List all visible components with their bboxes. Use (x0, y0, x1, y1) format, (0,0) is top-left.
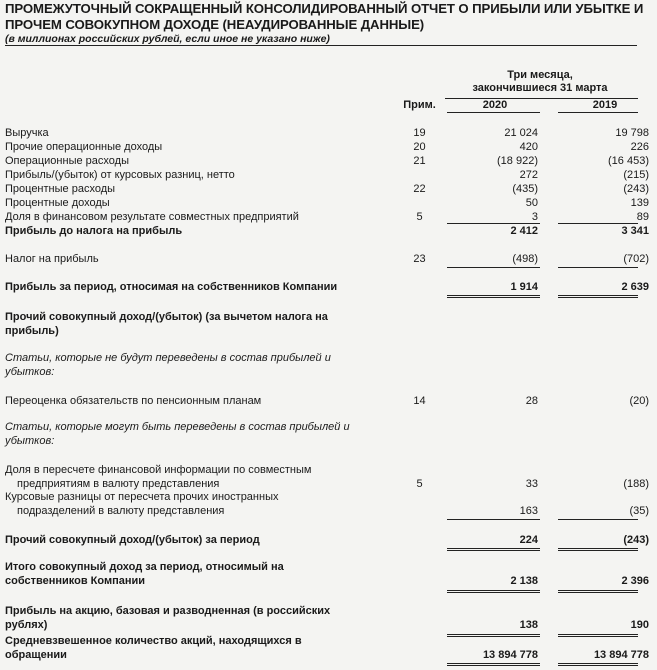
year-2019-header: 2019 (592, 99, 618, 111)
row-value-2020: (498) (512, 253, 538, 265)
row-label: Налог на прибыль (5, 253, 99, 265)
row-label-line1: Статьи, которые могут быть переведены в состав прибылей и (5, 421, 350, 433)
row-value-2019: (243) (623, 183, 649, 195)
subtotal-rule-2019 (558, 223, 638, 224)
row-label-line2: убытков: (5, 365, 55, 378)
row-value-2019: (20) (629, 395, 649, 407)
row-value-2019: 226 (630, 141, 649, 153)
year-2019-header-rule (558, 112, 638, 113)
row-value-2019: (35) (629, 505, 649, 517)
row-value-2019: 2 396 (621, 575, 649, 587)
row-label (5, 491, 385, 518)
row-label: Прибыль за период, относимая на собственников Компании (5, 281, 338, 293)
subtotal-rule-2020 (447, 519, 540, 520)
row-value-2020: 33 (525, 478, 538, 490)
year-2020-header-rule (447, 112, 540, 113)
row-value-2020: 2 138 (510, 575, 538, 587)
row-value-2020: 224 (519, 534, 538, 546)
row-value-2020: 21 024 (504, 127, 538, 139)
total-double-rule-2020 (447, 590, 540, 593)
subtotal-rule-2020 (447, 267, 540, 268)
row-value-2020: 28 (525, 395, 538, 407)
row-label: Операционные расходы (5, 155, 129, 167)
row-value-2019: 139 (630, 197, 649, 209)
row-label-line1: Средневзвешенное количество акций, находящихся в (5, 635, 302, 647)
total-double-rule-2020 (447, 663, 540, 666)
row-label: Процентные расходы (5, 183, 116, 195)
row-label: Прочие операционные доходы (5, 141, 163, 153)
row-label-line2: собственников Компании (5, 574, 146, 587)
row-value-2019: (243) (623, 534, 649, 546)
row-label: Доля в финансовом результате совместных предприятий (5, 211, 299, 223)
total-double-rule-2019 (558, 663, 638, 666)
row-label (5, 311, 385, 338)
subtotal-rule-2019 (558, 267, 638, 268)
row-value-2019: 3 341 (621, 225, 649, 237)
row-value-2020: 163 (519, 505, 538, 517)
row-value-2019: 190 (630, 619, 649, 631)
period-header-line2: закончившиеся 31 марта (472, 82, 608, 94)
row-value-2019: 2 639 (621, 281, 649, 293)
row-label (5, 464, 385, 491)
subtotal-rule-2019 (558, 519, 638, 520)
row-label-line1: Прибыль на акцию, базовая и разводненная (в российских (5, 605, 331, 617)
total-double-rule-2019 (558, 548, 638, 551)
row-value-2020: (18 922) (497, 155, 538, 167)
row-label-line2: рублях) (5, 618, 48, 631)
row-value-2020: 1 914 (510, 281, 538, 293)
row-note: 5 (416, 478, 423, 490)
row-value-2020: 420 (519, 141, 538, 153)
statement-title: ПРОМЕЖУТОЧНЫЙ СОКРАЩЕННЫЙ КОНСОЛИДИРОВАННЫЙ ОТЧЕТ О ПРИБЫЛИ ИЛИ УБЫТКЕ И ПРОЧЕМ СОВОКУПНОМ ДОХОДЕ (НЕАУДИРОВАННЫЕ ДАННЫЕ) (5, 1, 644, 32)
row-label-line2: подразделений в валюту представления (17, 504, 225, 517)
row-label-line1: Итого совокупный доход за период, относимый на (5, 561, 284, 573)
total-double-rule-2019 (558, 590, 638, 593)
row-label-line2: предприятиям в валюту представления (17, 477, 220, 490)
row-note: 20 (413, 141, 426, 153)
row-label-line2: прибыль) (5, 324, 59, 337)
row-label: Прочий совокупный доход/(убыток) за период (5, 534, 260, 546)
row-label: Прибыль до налога на прибыль (5, 225, 183, 237)
row-label (5, 421, 385, 448)
row-note: 19 (413, 127, 426, 139)
row-label-line1: Статьи, которые не будут переведены в состав прибылей и (5, 352, 331, 364)
row-note: 5 (416, 211, 423, 223)
row-label-line2: обращении (5, 648, 67, 661)
row-note: 22 (413, 183, 426, 195)
row-label-line2: убытков: (5, 434, 55, 447)
row-value-2019: 13 894 778 (593, 649, 649, 661)
row-note: 21 (413, 155, 426, 167)
row-value-2019: (702) (623, 253, 649, 265)
row-value-2019: (16 453) (608, 155, 649, 167)
row-value-2020: 138 (519, 619, 538, 631)
row-value-2020: 3 (531, 211, 538, 223)
row-value-2019: (215) (623, 169, 649, 181)
title-divider (5, 45, 637, 46)
total-double-rule-2019 (558, 295, 638, 298)
row-value-2020: 13 894 778 (482, 649, 538, 661)
row-label: Выручка (5, 127, 49, 139)
total-double-rule-2020 (447, 548, 540, 551)
period-header (440, 69, 640, 95)
total-double-rule-2020 (447, 295, 540, 298)
row-value-2019: 19 798 (615, 127, 649, 139)
row-label: Процентные доходы (5, 197, 110, 209)
row-label (5, 635, 385, 662)
row-value-2020: (435) (512, 183, 538, 195)
statement-subtitle: (в миллионах российских рублей, если иное не указано ниже) (5, 33, 330, 45)
row-note: 14 (413, 395, 426, 407)
row-label-line1: Курсовые разницы от пересчета прочих иностранных (5, 491, 279, 503)
row-label-line1: Доля в пересчете финансовой информации по совместным (5, 464, 312, 476)
row-label: Прибыль/(убыток) от курсовых разниц, нетто (5, 169, 235, 181)
total-double-rule-2020 (447, 634, 540, 637)
year-2020-header: 2020 (482, 99, 508, 111)
total-double-rule-2019 (558, 634, 638, 637)
row-value-2020: 272 (519, 169, 538, 181)
row-label (5, 605, 385, 632)
row-label: Переоценка обязательств по пенсионным планам (5, 395, 262, 407)
subtotal-rule-2020 (447, 223, 540, 224)
row-value-2019: 89 (636, 211, 649, 223)
row-label-line1: Прочий совокупный доход/(убыток) (за вычетом налога на (5, 311, 328, 323)
row-value-2019: (188) (623, 478, 649, 490)
row-label (5, 352, 385, 379)
row-label (5, 561, 385, 588)
period-header-line1: Три месяца, (507, 69, 573, 81)
row-value-2020: 50 (525, 197, 538, 209)
note-column-header: Прим. (403, 99, 436, 111)
row-value-2020: 2 412 (510, 225, 538, 237)
row-note: 23 (413, 253, 426, 265)
